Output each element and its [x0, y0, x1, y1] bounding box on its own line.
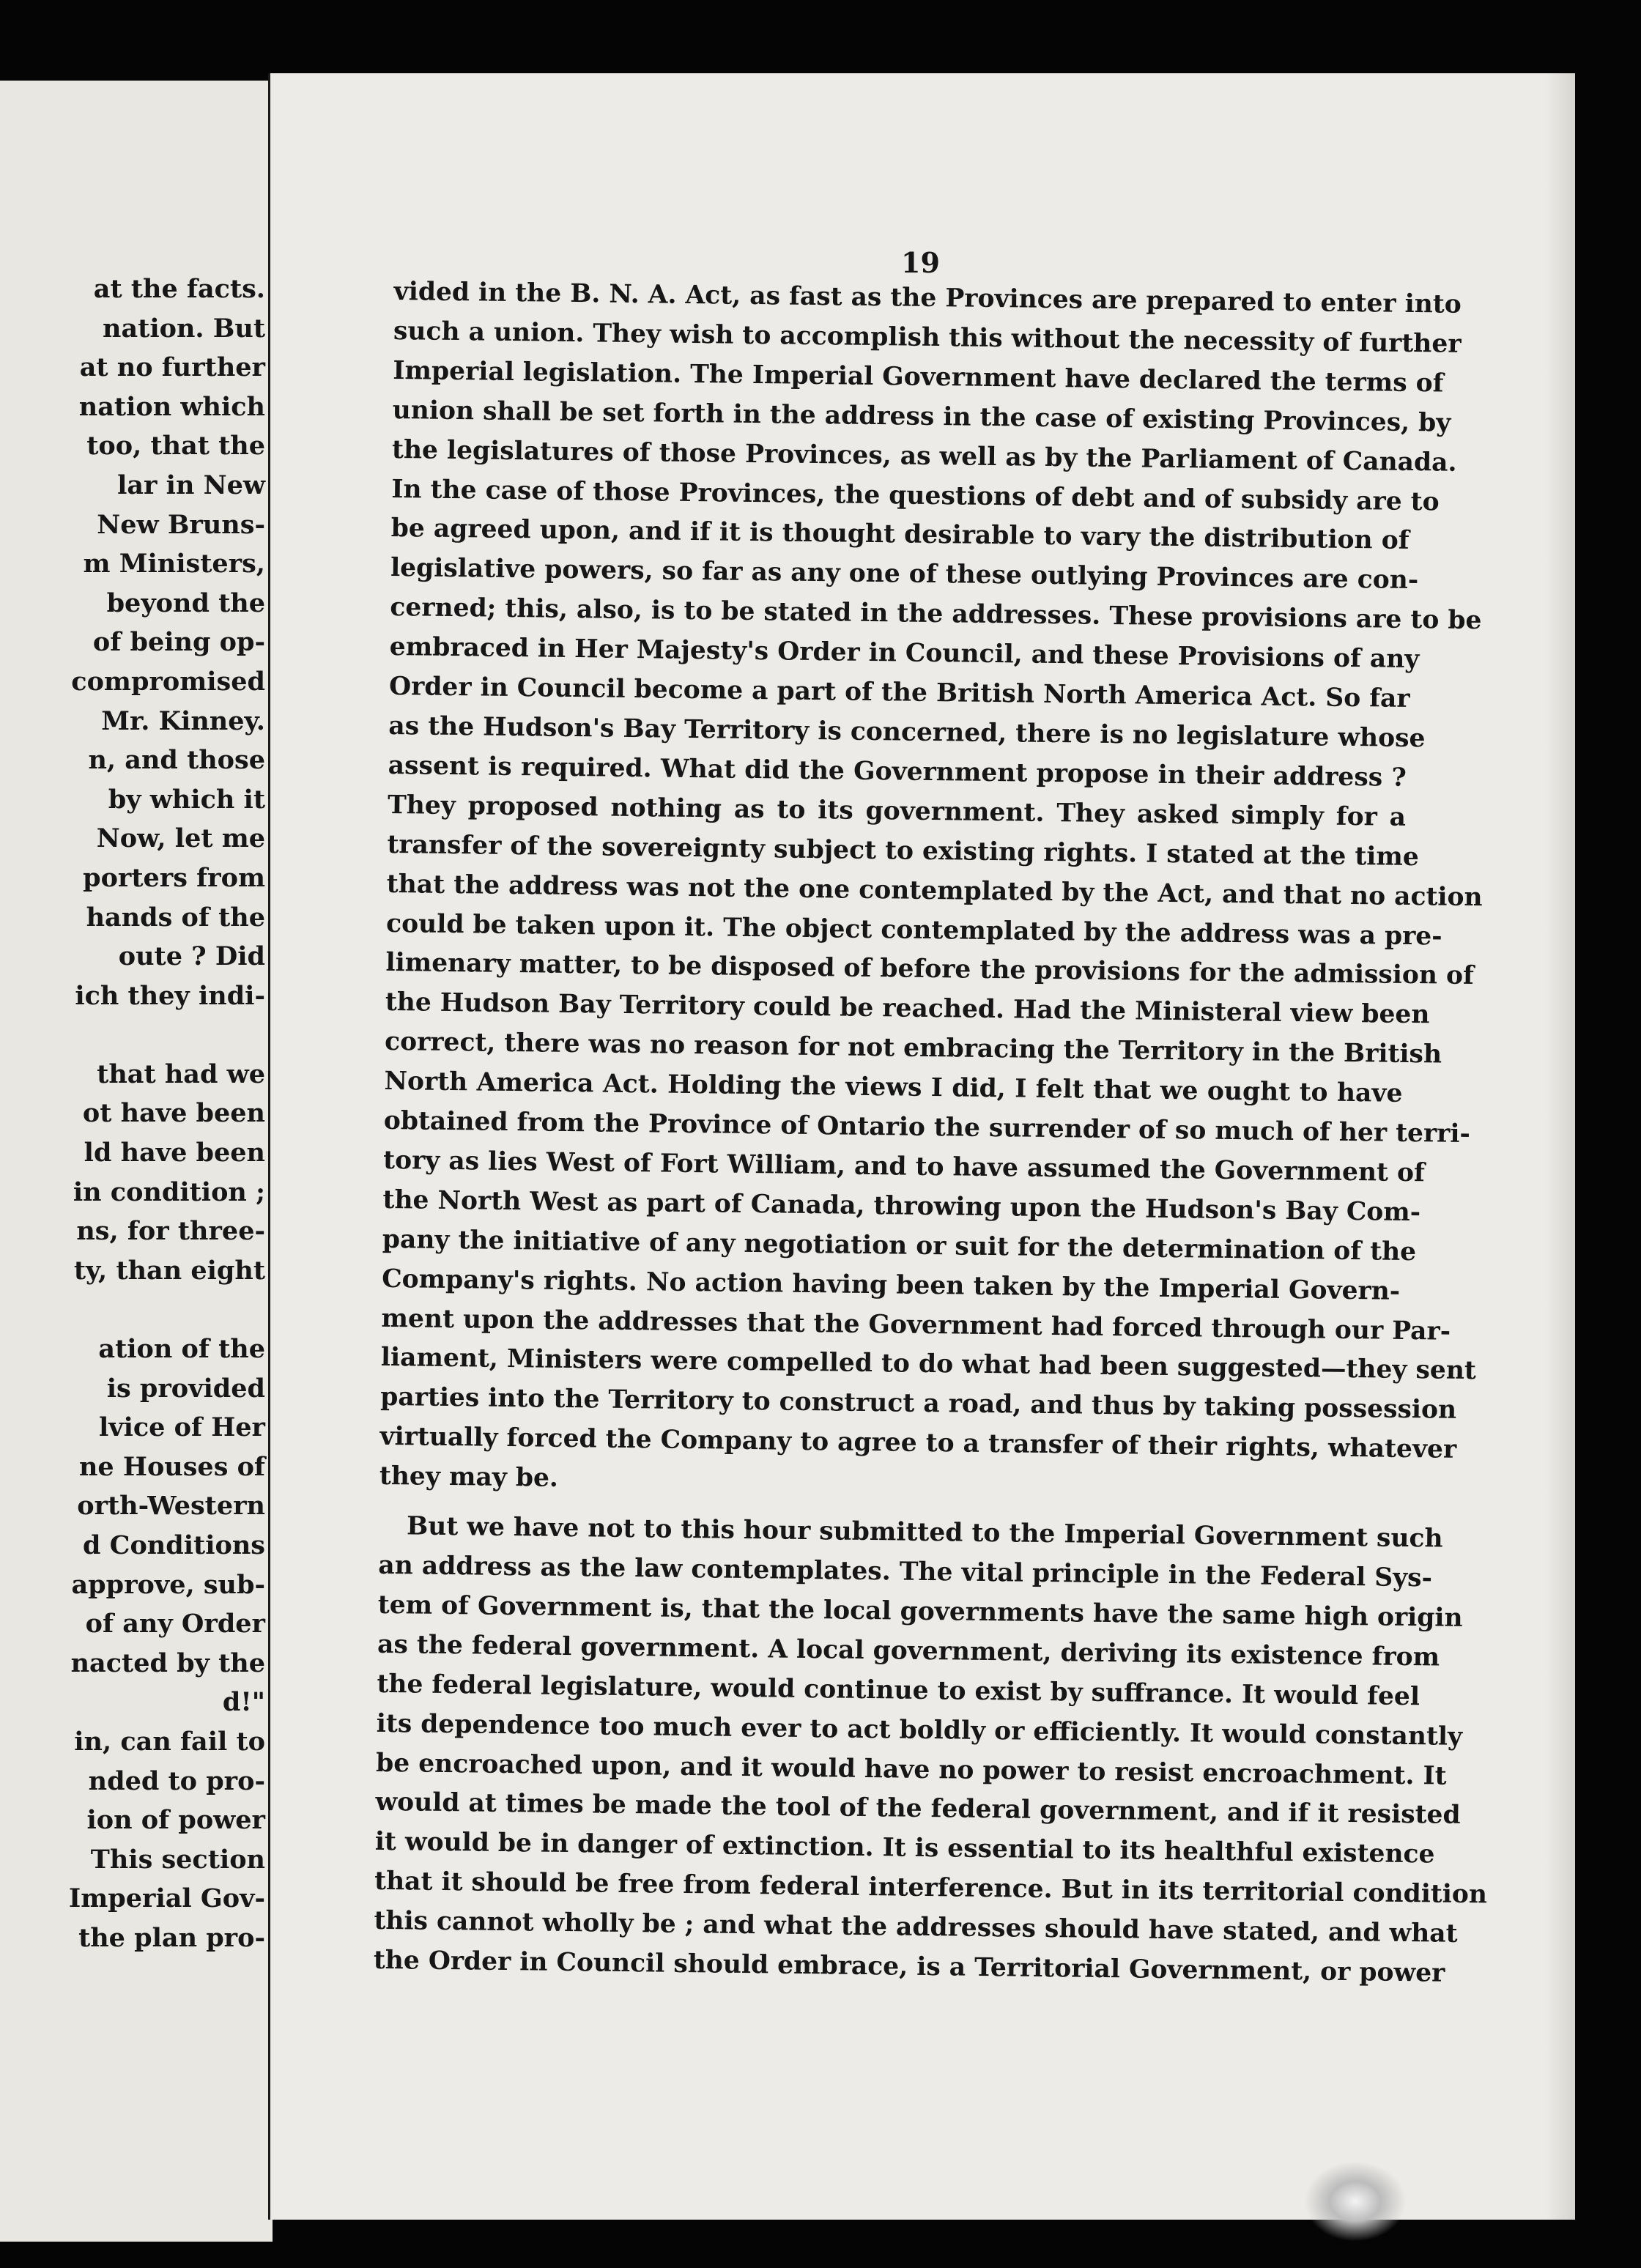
previous-page-line: by which it: [108, 784, 265, 815]
previous-page-line: [0, 1015, 265, 1055]
text-line: obtained from the Province of Ontario the surrender of so much of her terri-: [383, 1105, 1471, 1149]
text-line: an address as the law contemplates. The vital principle in the Federal Sys-: [378, 1550, 1433, 1593]
page-number: 19: [901, 246, 940, 279]
previous-page-line: New Bruns-: [97, 509, 265, 540]
previous-page-line: at no further: [79, 352, 265, 383]
text-line: its dependence too much ever to act boldly or efficiently. It would constantly: [376, 1708, 1463, 1752]
previous-page-text: [0, 270, 265, 1958]
previous-page-line: hands of the: [86, 902, 265, 933]
text-line: would at times be made the tool of the federal government, and if it resisted: [375, 1787, 1461, 1831]
paragraph-2: [373, 1507, 1488, 1993]
text-line: be agreed upon, and if it is thought desirable to vary the distribution of: [390, 514, 1410, 556]
text-line: But we have not to this hour submitted to the Imperial Government such: [406, 1511, 1443, 1554]
previous-page-line: ne Houses of: [78, 1451, 265, 1482]
previous-page-line: compromised: [71, 666, 265, 697]
previous-page-line: ation of the: [98, 1334, 265, 1365]
previous-page-line: orth-Western: [77, 1491, 265, 1522]
text-line: cerned; this, also, is to be stated in the addresses. These provisions are to be: [390, 593, 1482, 636]
text-line: could be taken upon it. The object contemplated by the address was a pre-: [385, 908, 1442, 952]
text-line: be encroached upon, and it would have no power to resist encroachment. It: [375, 1748, 1447, 1791]
previous-page-line: too, that the: [86, 431, 265, 462]
text-line: parties into the Territory to construct a road, and thus by taking possession: [379, 1382, 1457, 1426]
text-line: the federal legislature, would continue to exist by suffrance. It would feel: [377, 1669, 1420, 1711]
previous-page-line: Mr. Kinney.: [101, 705, 265, 736]
text-line: as the Hudson's Bay Territory is concerned, there is no legislature whose: [388, 711, 1426, 754]
previous-page-line: in condition ;: [73, 1176, 265, 1207]
text-line: correct, there was no reason for not embracing the Territory in the British: [384, 1027, 1442, 1070]
text-line: that it should be free from federal interference. But in its territorial condition: [374, 1867, 1488, 1910]
text-line: pany the initiative of any negotiation or suit for the determination of the: [382, 1224, 1417, 1267]
previous-page-line: approve, sub-: [71, 1569, 265, 1600]
text-line: limenary matter, to be disposed of before the provisions for the admission of: [385, 948, 1475, 991]
previous-page-line: beyond the: [106, 588, 265, 618]
page-edge-shading: [1546, 73, 1575, 2220]
text-line: assent is required. What did the Government propose in their address ?: [388, 750, 1407, 793]
text-line: the legislatures of those Provinces, as well as by the Parliament of Canada.: [391, 434, 1457, 478]
previous-page-line: nded to pro-: [88, 1765, 265, 1796]
text-line: ment upon the addresses that the Government had forced through our Par-: [381, 1303, 1451, 1346]
previous-page-line: oute ? Did: [118, 941, 265, 972]
previous-page-line: lar in New: [117, 470, 265, 500]
previous-page-line: nacted by the: [70, 1648, 265, 1678]
text-line: Imperial legislation. The Imperial Government have declared the terms of: [393, 355, 1444, 399]
page-body-text: [373, 273, 1488, 1993]
scan-glare: [1304, 2161, 1407, 2242]
previous-page-line: that had we: [97, 1059, 265, 1089]
previous-page-line: is provided: [106, 1373, 265, 1404]
previous-page-line: n, and those: [88, 745, 265, 776]
text-line: transfer of the sovereignty subject to existing rights. I stated at the time: [387, 829, 1420, 872]
previous-page-line: the plan pro-: [78, 1922, 265, 1953]
text-line: this cannot wholly be ; and what the addresses should have stated, and what: [374, 1905, 1458, 1949]
previous-page-line: ty, than eight: [73, 1255, 265, 1286]
previous-page-line: m Ministers,: [83, 549, 265, 579]
text-line: the Order in Council should embrace, is a Territorial Government, or power: [373, 1945, 1445, 1988]
previous-page-line: Now, let me: [96, 823, 265, 854]
text-line: the North West as part of Canada, throwing upon the Hudson's Bay Com-: [382, 1185, 1421, 1228]
previous-page-line: ot have been: [82, 1098, 265, 1129]
previous-page-line: This section: [90, 1844, 265, 1875]
previous-page-line: nation. But: [103, 313, 265, 344]
text-line: Order in Council become a part of the British North America Act. So far: [388, 672, 1410, 714]
text-line: Company's rights. No action having been taken by the Imperial Govern-: [381, 1264, 1401, 1306]
previous-page-line: at the facts.: [93, 274, 265, 304]
previous-page-line: lvice of Her: [98, 1412, 265, 1443]
text-line: tem of Government is, that the local governments have the same high origin: [377, 1590, 1463, 1633]
text-line: they may be.: [379, 1461, 559, 1494]
text-line: union shall be set forth in the address in the case of existing Provinces, by: [392, 395, 1451, 438]
text-line: virtually forced the Company to agree to a transfer of their rights, whatever: [379, 1422, 1457, 1465]
text-line: the Hudson Bay Territory could be reached. Had the Ministeral view been: [385, 987, 1430, 1030]
text-line: legislative powers, so far as any one of these outlying Provinces are con-: [390, 553, 1419, 596]
text-line: vided in the B. N. A. Act, as fast as the Provinces are prepared to enter into: [393, 276, 1462, 319]
previous-page-line: Imperial Gov-: [68, 1883, 265, 1914]
text-line: In the case of those Provinces, the questions of debt and of subsidy are to: [391, 474, 1440, 516]
text-line: tory as lies West of Fort William, and to have assumed the Government of: [382, 1145, 1426, 1188]
paragraph-1: [379, 273, 1483, 1509]
previous-page-line: nation which: [78, 391, 265, 422]
previous-page-line: porters from: [83, 862, 265, 893]
text-line: They proposed nothing as to its government. They asked simply for a: [387, 790, 1407, 832]
previous-page-line: d Conditions: [82, 1530, 265, 1560]
text-line: such a union. They wish to accomplish this without the necessity of further: [393, 316, 1462, 359]
text-line: as the federal government. A local government, deriving its existence from: [377, 1629, 1440, 1672]
text-line: North America Act. Holding the views I did, I felt that we ought to have: [384, 1067, 1403, 1109]
previous-page-line: in, can fail to: [74, 1726, 265, 1757]
previous-page-line: of any Order: [85, 1609, 265, 1639]
previous-page-fragment: [0, 81, 273, 2242]
previous-page-line: [0, 1290, 265, 1330]
text-line: embraced in Her Majesty's Order in Council, and these Provisions of any: [389, 632, 1420, 675]
text-line: that the address was not the one contemplated by the Act, and that no action: [386, 869, 1483, 912]
previous-page-line: d!": [222, 1687, 265, 1718]
text-line: liament, Ministers were compelled to do what had been suggested—they sent: [380, 1343, 1477, 1386]
previous-page-line: ld have been: [84, 1138, 265, 1168]
previous-page-line: ion of power: [86, 1805, 265, 1836]
previous-page-line: of being op-: [92, 627, 265, 658]
previous-page-line: ich they indi-: [75, 980, 265, 1011]
previous-page-line: ns, for three-: [76, 1216, 265, 1247]
text-line: it would be in danger of extinction. It is essential to its healthful existence: [374, 1827, 1435, 1869]
